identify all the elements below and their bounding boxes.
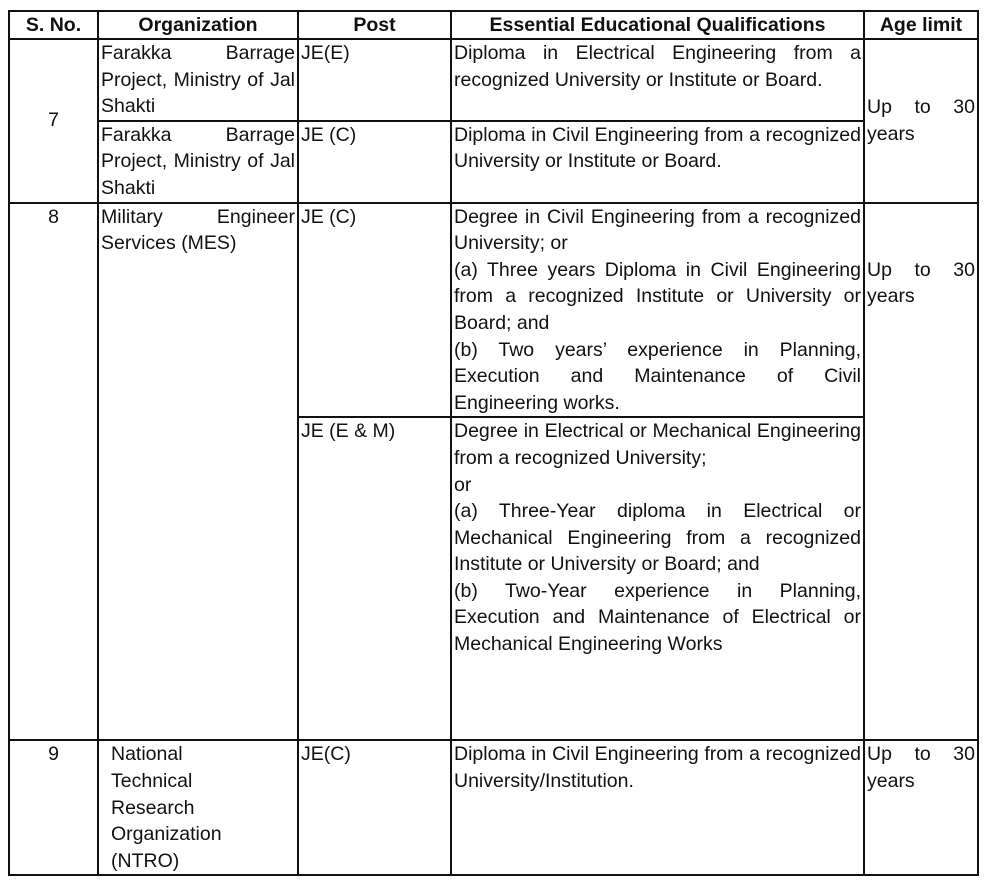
table-row (9, 740, 978, 875)
qualification-line: Diploma in Civil Engineering from a recognized University or Institute or Board. (454, 123, 861, 173)
sno-cell: 7 (9, 39, 98, 203)
organization-name: National Technical Research Organization (NTRO) (111, 743, 222, 872)
post-cell: JE(C) (298, 740, 451, 875)
qualification-cell (451, 417, 864, 740)
table-row (9, 121, 978, 203)
header-organization: Organization (98, 11, 298, 39)
qualification-line: (a) Three-Year diploma in Electrical or Mechanical Engineering from a recognized Institute or University or Board; and (454, 500, 861, 576)
header-qualifications: Essential Educational Qualifications (451, 11, 864, 39)
eligibility-table (8, 10, 979, 876)
qualification-cell (451, 203, 864, 418)
organization-cell: Farakka Barrage Project, Ministry of Jal Shakti (98, 121, 298, 203)
qualification-line: Diploma in Electrical Engineering from a recognized University or Institute or Board. (454, 42, 861, 91)
post-cell: JE (C) (298, 121, 451, 203)
qualification-cell (451, 121, 864, 203)
table-row (9, 39, 978, 121)
organization-cell (98, 740, 298, 875)
post-cell: JE (E & M) (298, 417, 451, 740)
qualification-line: Degree in Electrical or Mechanical Engineering from a recognized University; (454, 420, 861, 469)
post-cell: JE(E) (298, 39, 451, 121)
organization-cell: Farakka Barrage Project, Ministry of Jal Shakti (98, 39, 298, 121)
header-row (9, 11, 978, 39)
qualification-line: Degree in Civil Engineering from a recognized University; or (454, 205, 861, 255)
qualification-line: (a) Three years Diploma in Civil Engineering from a recognized Institute or University or Board; and (454, 258, 861, 334)
qualification-cell (451, 39, 864, 121)
table-row (9, 203, 978, 418)
sno-cell: 8 (9, 203, 98, 741)
sno-cell: 9 (9, 740, 98, 875)
organization-cell: Military Engineer Services (MES) (98, 203, 298, 741)
header-age-limit: Age limit (864, 11, 978, 39)
qualification-cell (451, 740, 864, 875)
header-post: Post (298, 11, 451, 39)
age-limit-cell: Up to 30 years (864, 203, 978, 741)
age-limit-cell: Up to 30 years (864, 740, 978, 875)
qualification-line: or (454, 473, 472, 496)
qualification-line: Diploma in Civil Engineering from a recognized University/Institution. (454, 743, 861, 792)
header-sno: S. No. (9, 11, 98, 39)
qualification-line: (b) Two-Year experience in Planning, Execution and Maintenance of Electrical or Mechanical Engineering Works (454, 579, 861, 656)
post-cell: JE (C) (298, 203, 451, 418)
qualification-line: (b) Two years’ experience in Planning, Execution and Maintenance of Civil Engineering works. (454, 338, 861, 414)
age-limit-cell: Up to 30 years (864, 39, 978, 203)
